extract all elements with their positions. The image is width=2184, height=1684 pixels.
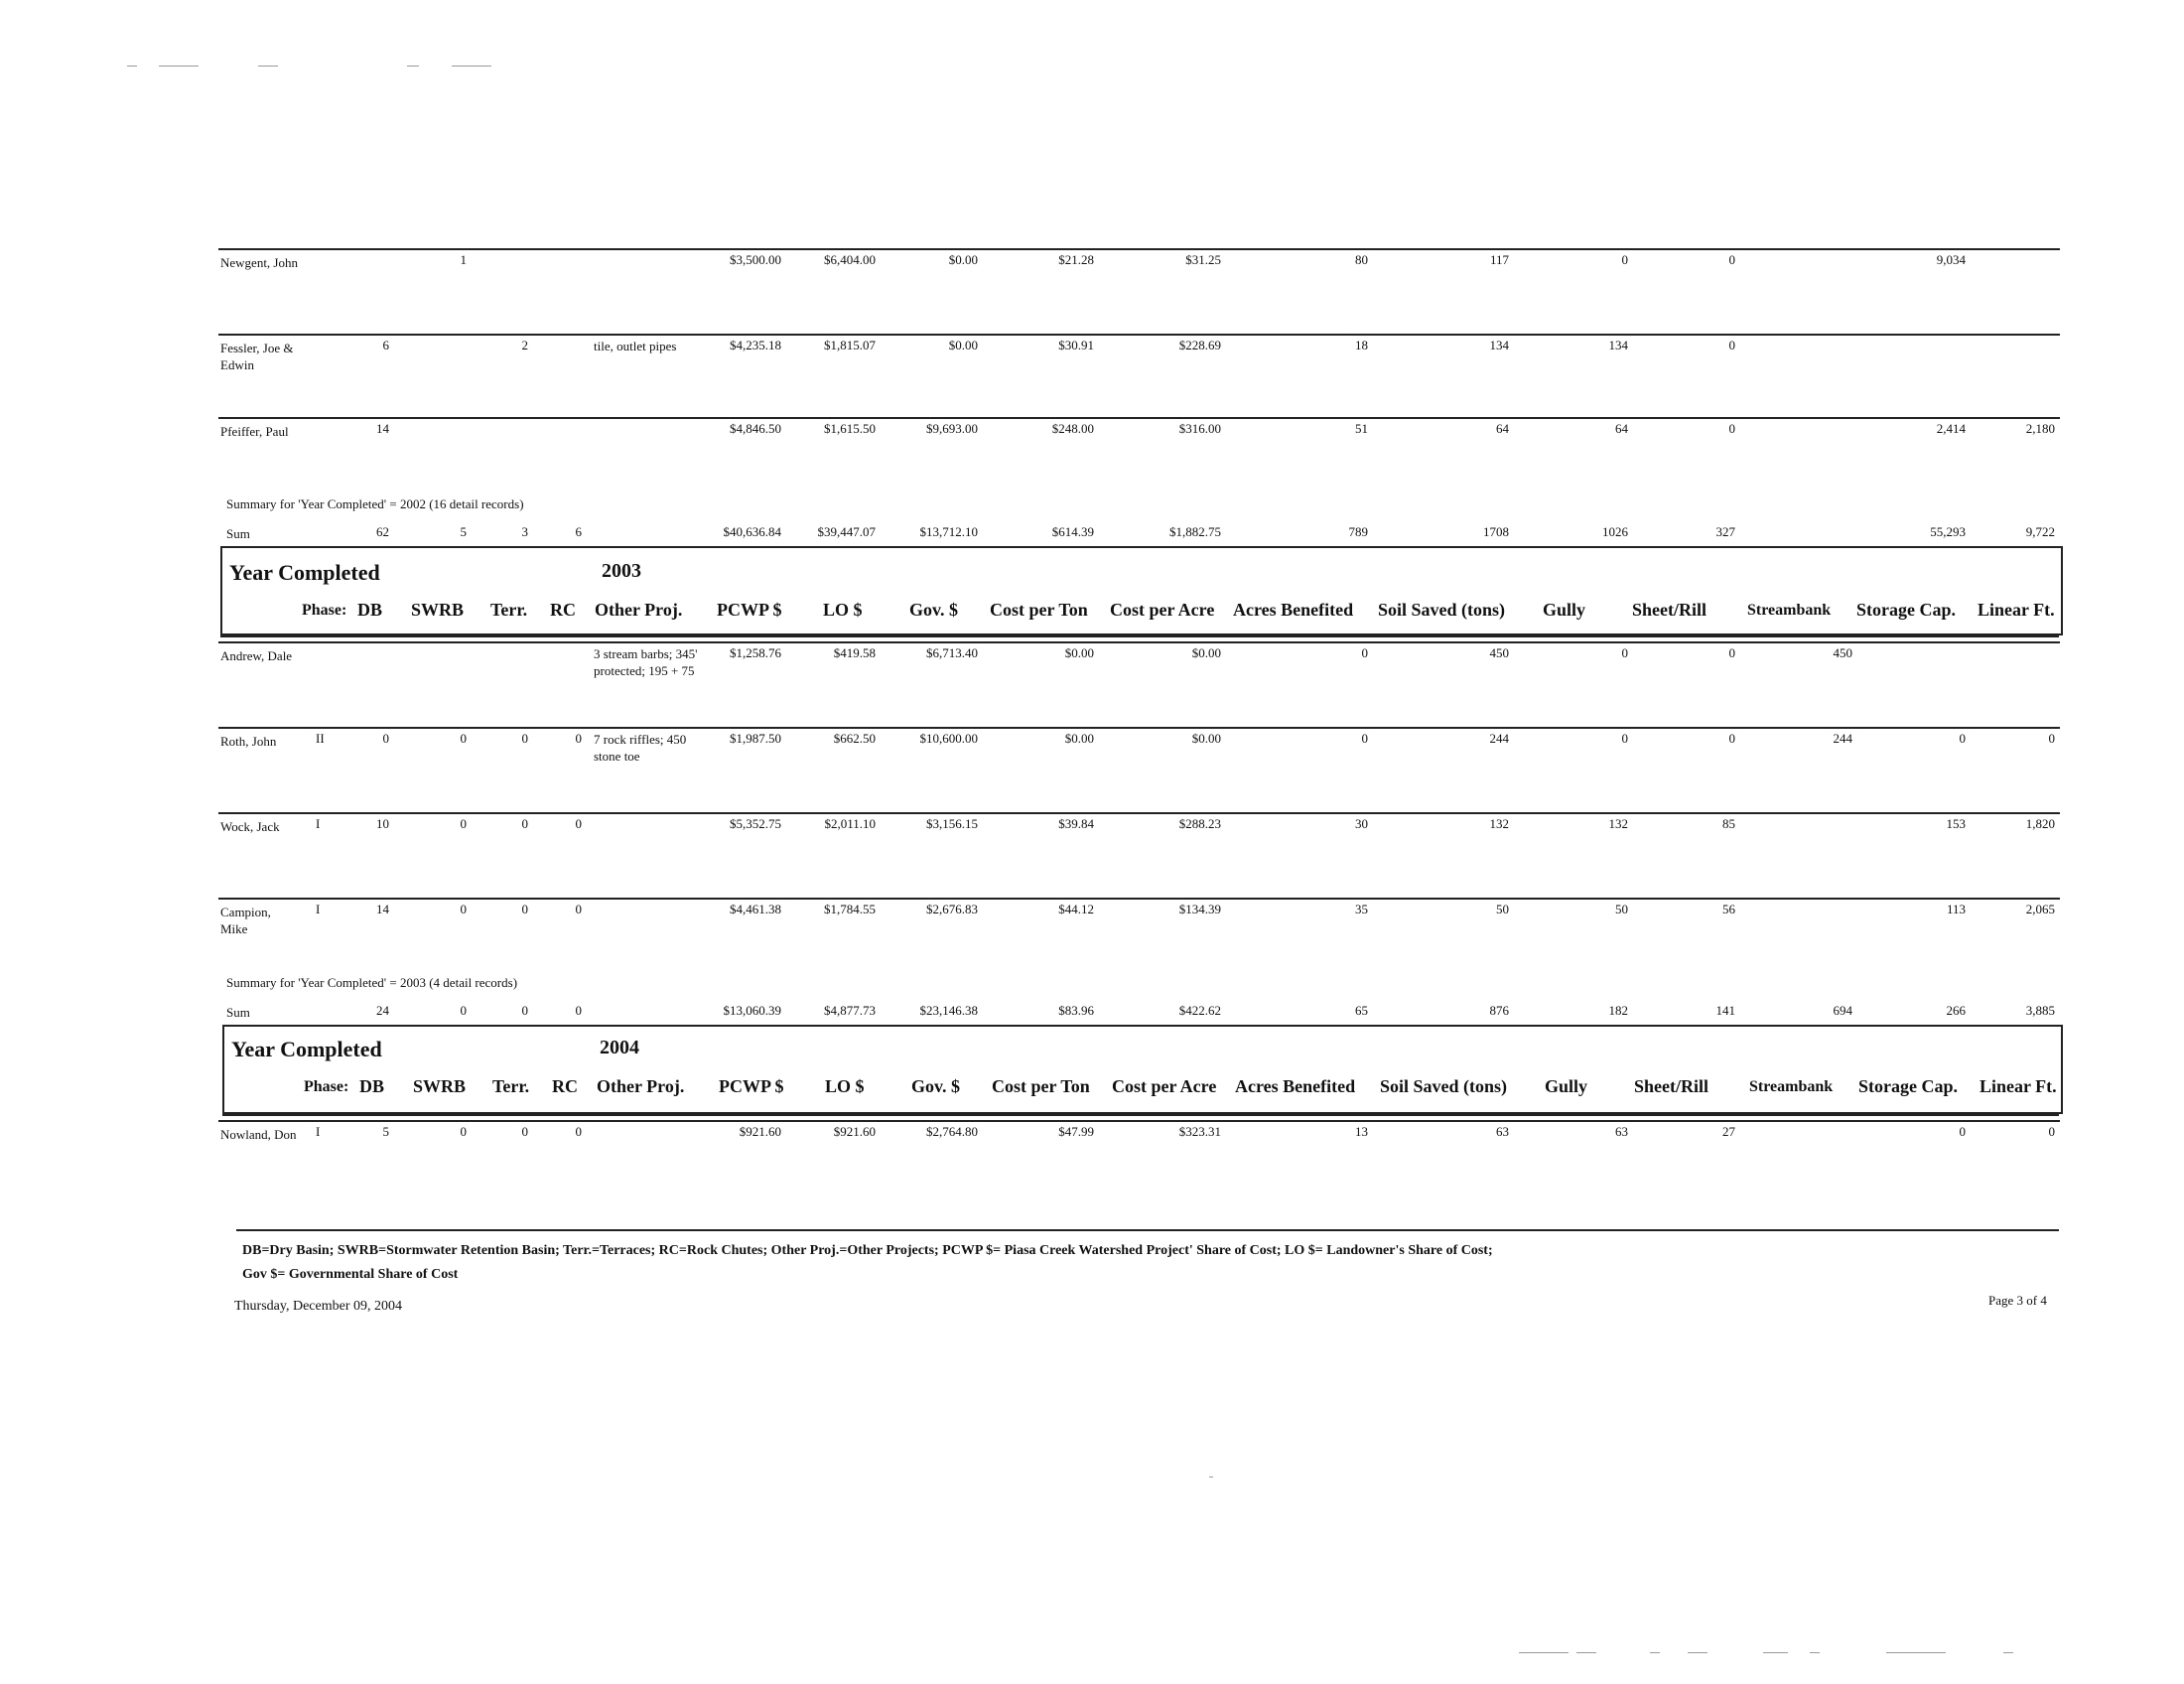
column-header-gov: Gov. $ bbox=[911, 1076, 961, 1096]
cell-soil: 63 bbox=[1496, 1124, 1509, 1139]
cell-linear: 2,180 bbox=[2025, 421, 2055, 436]
column-header-gully: Gully bbox=[1545, 1076, 1588, 1096]
cell-soil: 50 bbox=[1496, 902, 1509, 916]
column-header-pcwp: PCWP $ bbox=[717, 600, 782, 620]
cell-linear: 3,885 bbox=[2025, 1003, 2055, 1018]
column-header-acres: Acres Benefited bbox=[1235, 1076, 1356, 1096]
footer-page-number: Page 3 of 4 bbox=[1988, 1293, 2047, 1308]
cell-db: 14 bbox=[376, 902, 389, 916]
column-header-lo: LO $ bbox=[823, 600, 863, 620]
column-header-soil: Soil Saved (tons) bbox=[1380, 1076, 1508, 1096]
cell-gov: $23,146.38 bbox=[919, 1003, 978, 1018]
cell-storage: 2,414 bbox=[1936, 421, 1966, 436]
row-divider bbox=[218, 812, 2060, 814]
cell-gully: 132 bbox=[1608, 816, 1628, 831]
column-header-soil: Soil Saved (tons) bbox=[1378, 600, 1506, 620]
cell-sheet: 0 bbox=[1728, 731, 1735, 746]
cell-gov: $10,600.00 bbox=[919, 731, 978, 746]
cell-gov: $2,764.80 bbox=[926, 1124, 978, 1139]
cell-gov: $6,713.40 bbox=[926, 645, 978, 660]
column-header-gov: Gov. $ bbox=[909, 600, 959, 620]
cell-landowner-name: Nowland, Don bbox=[220, 1127, 297, 1142]
column-header-phase: Phase: bbox=[302, 602, 347, 619]
cell-soil: 1708 bbox=[1483, 524, 1509, 539]
row-divider bbox=[218, 248, 2060, 250]
cell-cpa: $1,882.75 bbox=[1169, 524, 1221, 539]
column-header-stream: Streambank bbox=[1749, 1078, 1834, 1095]
cell-gully: 0 bbox=[1621, 731, 1628, 746]
column-header-cpt: Cost per Ton bbox=[990, 600, 1088, 620]
cell-sheet: 327 bbox=[1715, 524, 1735, 539]
cell-phase: I bbox=[316, 1124, 321, 1139]
summary-2002-title: Summary for 'Year Completed' = 2002 (16 detail records) bbox=[226, 496, 524, 511]
cell-gov: $0.00 bbox=[948, 338, 978, 352]
cell-terr: 0 bbox=[521, 816, 528, 831]
cell-gully: 64 bbox=[1615, 421, 1628, 436]
cell-sheet: 141 bbox=[1715, 1003, 1735, 1018]
cell-cpa: $0.00 bbox=[1191, 645, 1221, 660]
cell-soil: 64 bbox=[1496, 421, 1509, 436]
cell-sheet: 0 bbox=[1728, 645, 1735, 660]
cell-pcwp: $13,060.39 bbox=[723, 1003, 781, 1018]
column-header-rc: RC bbox=[550, 600, 576, 620]
cell-lo: $1,615.50 bbox=[824, 421, 876, 436]
cell-soil: 450 bbox=[1489, 645, 1509, 660]
column-header-terr: Terr. bbox=[492, 1076, 530, 1096]
cell-stream: 694 bbox=[1833, 1003, 1852, 1018]
cell-gov: $3,156.15 bbox=[926, 816, 978, 831]
cell-pcwp: $4,846.50 bbox=[730, 421, 781, 436]
column-header-stream: Streambank bbox=[1747, 602, 1832, 619]
cell-gov: $0.00 bbox=[948, 252, 978, 267]
cell-terr: 0 bbox=[521, 731, 528, 746]
cell-rc: 0 bbox=[575, 902, 582, 916]
legend-divider bbox=[236, 1229, 2059, 1231]
cell-gov: $13,712.10 bbox=[919, 524, 978, 539]
column-header-row bbox=[224, 1076, 2061, 1100]
cell-linear: 2,065 bbox=[2025, 902, 2055, 916]
cell-cpt: $39.84 bbox=[1058, 816, 1094, 831]
cell-cpa: $0.00 bbox=[1191, 731, 1221, 746]
legend-line-2: Gov $= Governmental Share of Cost bbox=[242, 1267, 459, 1282]
cell-db: 6 bbox=[382, 338, 389, 352]
cell-lo: $1,815.07 bbox=[824, 338, 876, 352]
row-divider bbox=[218, 641, 2060, 643]
cell-cpa: $134.39 bbox=[1178, 902, 1221, 916]
cell-gov: $2,676.83 bbox=[926, 902, 978, 916]
cell-acres: 789 bbox=[1348, 524, 1368, 539]
cell-landowner-name: Andrew, Dale bbox=[220, 648, 293, 663]
cell-storage: 113 bbox=[1946, 902, 1966, 916]
cell-gully: 63 bbox=[1615, 1124, 1628, 1139]
cell-stream: 450 bbox=[1833, 645, 1852, 660]
cell-landowner-name: Campion, Mike bbox=[220, 905, 271, 936]
column-header-cpt: Cost per Ton bbox=[992, 1076, 1090, 1096]
cell-acres: 0 bbox=[1361, 731, 1368, 746]
column-header-cpa: Cost per Acre bbox=[1112, 1076, 1217, 1096]
cell-soil: 117 bbox=[1489, 252, 1509, 267]
cell-terr: 0 bbox=[521, 1124, 528, 1139]
cell-storage: 0 bbox=[1959, 1124, 1966, 1139]
column-header-lo: LO $ bbox=[825, 1076, 865, 1096]
column-header-acres: Acres Benefited bbox=[1233, 600, 1354, 620]
cell-acres: 35 bbox=[1355, 902, 1368, 916]
cell-landowner-name: Fessler, Joe & Edwin bbox=[220, 341, 294, 372]
cell-landowner-name: Wock, Jack bbox=[220, 819, 280, 834]
cell-swrb: 0 bbox=[460, 902, 467, 916]
cell-stream: 244 bbox=[1833, 731, 1852, 746]
column-header-swrb: SWRB bbox=[413, 1076, 467, 1096]
cell-lo: $39,447.07 bbox=[817, 524, 876, 539]
cell-db: 24 bbox=[376, 1003, 389, 1018]
cell-soil: 132 bbox=[1489, 816, 1509, 831]
cell-cpa: $31.25 bbox=[1185, 252, 1221, 267]
cell-acres: 51 bbox=[1355, 421, 1368, 436]
cell-linear: 1,820 bbox=[2025, 816, 2055, 831]
row-divider bbox=[218, 334, 2060, 336]
cell-phase: II bbox=[316, 731, 325, 746]
column-header-row bbox=[222, 600, 2061, 624]
cell-swrb: 0 bbox=[460, 731, 467, 746]
year-completed-header-2003 bbox=[220, 546, 2063, 635]
column-header-other: Other Proj. bbox=[595, 600, 683, 620]
cell-db: 5 bbox=[382, 1124, 389, 1139]
column-header-pcwp: PCWP $ bbox=[719, 1076, 784, 1096]
cell-pcwp: $1,987.50 bbox=[730, 731, 781, 746]
cell-storage: 55,293 bbox=[1930, 524, 1966, 539]
cell-lo: $921.60 bbox=[833, 1124, 876, 1139]
cell-lo: $6,404.00 bbox=[824, 252, 876, 267]
column-header-linear: Linear Ft. bbox=[1979, 1076, 2057, 1096]
cell-gully: 0 bbox=[1621, 252, 1628, 267]
cell-gully: 1026 bbox=[1602, 524, 1628, 539]
cell-soil: 244 bbox=[1489, 731, 1509, 746]
legend-line-1: DB=Dry Basin; SWRB=Stormwater Retention Basin; Terr.=Terraces; RC=Rock Chutes; Other Proj.=Other Projects; PCWP $= Piasa Creek Watershed Project' Share of Cost; LO $= Landowner's Share of Cost; bbox=[242, 1243, 1493, 1258]
cell-swrb: 0 bbox=[460, 1124, 467, 1139]
cell-other: tile, outlet pipes bbox=[594, 339, 677, 353]
cell-acres: 30 bbox=[1355, 816, 1368, 831]
column-header-storage: Storage Cap. bbox=[1858, 1076, 1958, 1096]
cell-linear: 0 bbox=[2048, 731, 2055, 746]
cell-acres: 65 bbox=[1355, 1003, 1368, 1018]
cell-pcwp: $921.60 bbox=[739, 1124, 781, 1139]
cell-landowner-name: Newgent, John bbox=[220, 255, 298, 270]
cell-rc: 0 bbox=[575, 1124, 582, 1139]
cell-cpt: $21.28 bbox=[1058, 252, 1094, 267]
footer-date: Thursday, December 09, 2004 bbox=[234, 1299, 402, 1314]
column-header-linear: Linear Ft. bbox=[1978, 600, 2055, 620]
cell-cpa: $422.62 bbox=[1178, 1003, 1221, 1018]
cell-pcwp: $40,636.84 bbox=[723, 524, 781, 539]
header-divider bbox=[220, 633, 2059, 637]
column-header-sheet: Sheet/Rill bbox=[1632, 600, 1706, 620]
cell-sheet: 27 bbox=[1722, 1124, 1735, 1139]
column-header-storage: Storage Cap. bbox=[1856, 600, 1956, 620]
cell-pcwp: $3,500.00 bbox=[730, 252, 781, 267]
cell-pcwp: $4,461.38 bbox=[730, 902, 781, 916]
cell-swrb: 0 bbox=[460, 1003, 467, 1018]
cell-acres: 0 bbox=[1361, 645, 1368, 660]
year-value: 2003 bbox=[602, 560, 641, 582]
cell-db: 14 bbox=[376, 421, 389, 436]
cell-acres: 80 bbox=[1355, 252, 1368, 267]
cell-lo: $2,011.10 bbox=[824, 816, 876, 831]
column-header-other: Other Proj. bbox=[597, 1076, 685, 1096]
cell-terr: 3 bbox=[521, 524, 528, 539]
year-completed-header-2004 bbox=[222, 1025, 2063, 1114]
cell-cpt: $0.00 bbox=[1064, 645, 1094, 660]
cell-sheet: 85 bbox=[1722, 816, 1735, 831]
cell-linear: 9,722 bbox=[2025, 524, 2055, 539]
cell-landowner-name: Roth, John bbox=[220, 734, 277, 749]
cell-db: 10 bbox=[376, 816, 389, 831]
row-divider bbox=[218, 727, 2060, 729]
cell-rc: 6 bbox=[575, 524, 582, 539]
cell-lo: $662.50 bbox=[833, 731, 876, 746]
cell-cpt: $0.00 bbox=[1064, 731, 1094, 746]
cell-rc: 0 bbox=[575, 1003, 582, 1018]
column-header-sheet: Sheet/Rill bbox=[1634, 1076, 1708, 1096]
cell-cpa: $288.23 bbox=[1178, 816, 1221, 831]
cell-acres: 13 bbox=[1355, 1124, 1368, 1139]
cell-db: 0 bbox=[382, 731, 389, 746]
column-header-phase: Phase: bbox=[304, 1078, 349, 1095]
cell-cpt: $47.99 bbox=[1058, 1124, 1094, 1139]
cell-swrb: 1 bbox=[460, 252, 467, 267]
column-header-swrb: SWRB bbox=[411, 600, 465, 620]
column-header-terr: Terr. bbox=[490, 600, 528, 620]
column-header-gully: Gully bbox=[1543, 600, 1586, 620]
cell-rc: 0 bbox=[575, 731, 582, 746]
row-divider bbox=[218, 417, 2060, 419]
cell-gully: 134 bbox=[1608, 338, 1628, 352]
cell-pcwp: $1,258.76 bbox=[730, 645, 781, 660]
cell-landowner-name: Pfeiffer, Paul bbox=[220, 424, 289, 439]
column-header-rc: RC bbox=[552, 1076, 578, 1096]
year-completed-label: Year Completed bbox=[231, 1037, 382, 1061]
cell-gov: $9,693.00 bbox=[926, 421, 978, 436]
cell-cpa: $323.31 bbox=[1178, 1124, 1221, 1139]
summary-2003-title: Summary for 'Year Completed' = 2003 (4 detail records) bbox=[226, 975, 518, 990]
cell-lo: $4,877.73 bbox=[824, 1003, 876, 1018]
cell-storage: 9,034 bbox=[1936, 252, 1966, 267]
cell-linear: 0 bbox=[2048, 1124, 2055, 1139]
cell-swrb: 0 bbox=[460, 816, 467, 831]
cell-sheet: 0 bbox=[1728, 421, 1735, 436]
row-divider bbox=[218, 1120, 2060, 1122]
sum-label: Sum bbox=[226, 1005, 250, 1020]
column-header-db: DB bbox=[359, 1076, 385, 1096]
cell-storage: 0 bbox=[1959, 731, 1966, 746]
cell-other: 7 rock riffles; 450 stone toe bbox=[594, 732, 687, 764]
cell-pcwp: $5,352.75 bbox=[730, 816, 781, 831]
cell-gully: 0 bbox=[1621, 645, 1628, 660]
cell-rc: 0 bbox=[575, 816, 582, 831]
cell-soil: 876 bbox=[1489, 1003, 1509, 1018]
row-divider bbox=[218, 898, 2060, 900]
cell-swrb: 5 bbox=[460, 524, 467, 539]
cell-terr: 0 bbox=[521, 1003, 528, 1018]
sum-label: Sum bbox=[226, 526, 250, 541]
year-completed-label: Year Completed bbox=[229, 560, 380, 585]
cell-phase: I bbox=[316, 902, 321, 916]
cell-soil: 134 bbox=[1489, 338, 1509, 352]
cell-cpa: $228.69 bbox=[1178, 338, 1221, 352]
cell-gully: 182 bbox=[1608, 1003, 1628, 1018]
column-header-db: DB bbox=[357, 600, 383, 620]
column-header-cpa: Cost per Acre bbox=[1110, 600, 1215, 620]
cell-lo: $419.58 bbox=[833, 645, 876, 660]
cell-phase: I bbox=[316, 816, 321, 831]
cell-sheet: 0 bbox=[1728, 338, 1735, 352]
header-divider bbox=[222, 1112, 2059, 1116]
cell-other: 3 stream barbs; 345' protected; 195 + 75 bbox=[594, 646, 698, 678]
cell-gully: 50 bbox=[1615, 902, 1628, 916]
cell-cpa: $316.00 bbox=[1178, 421, 1221, 436]
cell-sheet: 56 bbox=[1722, 902, 1735, 916]
cell-acres: 18 bbox=[1355, 338, 1368, 352]
cell-db: 62 bbox=[376, 524, 389, 539]
cell-cpt: $44.12 bbox=[1058, 902, 1094, 916]
cell-storage: 266 bbox=[1946, 1003, 1966, 1018]
cell-terr: 0 bbox=[521, 902, 528, 916]
year-value: 2004 bbox=[600, 1037, 639, 1058]
cell-cpt: $83.96 bbox=[1058, 1003, 1094, 1018]
cell-sheet: 0 bbox=[1728, 252, 1735, 267]
cell-pcwp: $4,235.18 bbox=[730, 338, 781, 352]
cell-cpt: $30.91 bbox=[1058, 338, 1094, 352]
cell-cpt: $248.00 bbox=[1051, 421, 1094, 436]
cell-lo: $1,784.55 bbox=[824, 902, 876, 916]
cell-terr: 2 bbox=[521, 338, 528, 352]
cell-cpt: $614.39 bbox=[1051, 524, 1094, 539]
cell-storage: 153 bbox=[1946, 816, 1966, 831]
